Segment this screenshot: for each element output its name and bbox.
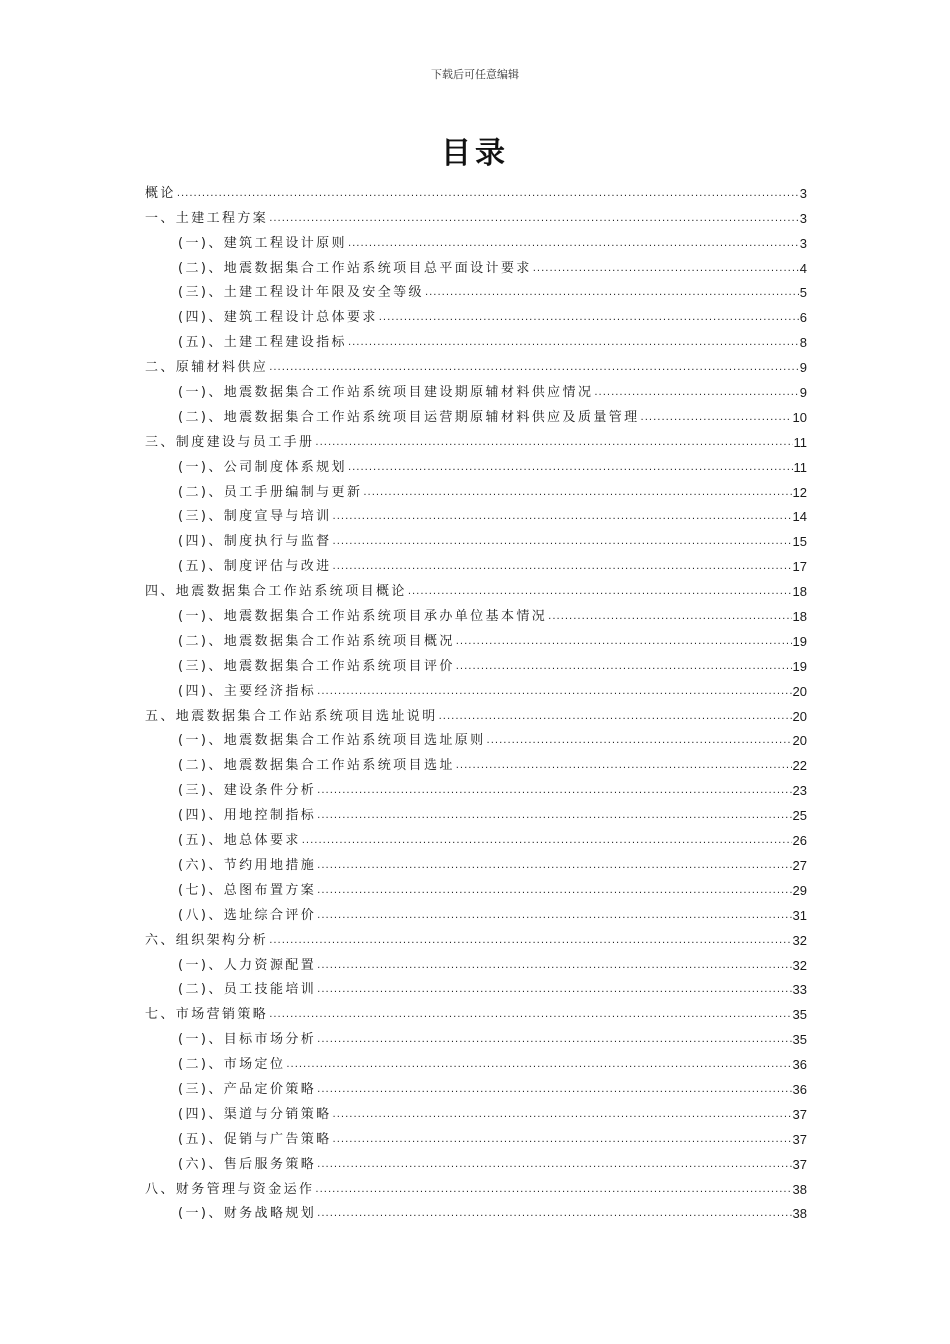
toc-entry[interactable]	[145, 873, 807, 898]
toc-entry[interactable]	[145, 176, 807, 201]
toc-entry-page: 14	[792, 509, 807, 525]
toc-leader-dots	[269, 214, 799, 224]
toc-entry-label: (二)、地震数据集合工作站系统项目运营期原辅材料供应及质量管理	[178, 409, 640, 425]
toc-entry-label: (二)、地震数据集合工作站系统项目总平面设计要求	[178, 260, 532, 276]
toc-entry-page: 38	[792, 1206, 807, 1222]
toc-entry-label: (六)、节约用地措施	[178, 857, 317, 873]
toc-leader-dots	[333, 562, 792, 572]
toc-leader-dots	[333, 512, 792, 522]
toc-entry-label: (三)、地震数据集合工作站系统项目评价	[178, 658, 455, 674]
toc-entry-label: 四、地震数据集合工作站系统项目概论	[145, 584, 407, 600]
toc-entry-label: 八、财务管理与资金运作	[145, 1181, 315, 1197]
toc-entry-page: 35	[792, 1032, 807, 1048]
toc-entry[interactable]	[145, 773, 807, 798]
toc-entry[interactable]	[145, 549, 807, 574]
toc-leader-dots	[317, 985, 791, 995]
toc-leader-dots	[456, 662, 792, 672]
toc-entry[interactable]	[145, 923, 807, 948]
toc-leader-dots	[317, 811, 791, 821]
toc-entry-page: 35	[792, 1007, 807, 1023]
toc-entry-label: (三)、产品定价策略	[178, 1081, 317, 1097]
toc-entry-page: 33	[792, 982, 807, 998]
toc-leader-dots	[317, 886, 791, 896]
toc-entry-label: (三)、建设条件分析	[178, 783, 317, 799]
toc-entry-label: (二)、地震数据集合工作站系统项目选址	[178, 758, 455, 774]
toc-entry[interactable]	[145, 848, 807, 873]
toc-entry-label: (五)、土建工程建设指标	[178, 335, 347, 351]
toc-entry-label: (七)、总图布置方案	[178, 882, 317, 898]
toc-entry-page: 25	[792, 808, 807, 824]
toc-leader-dots	[286, 1060, 791, 1070]
toc-leader-dots	[641, 413, 792, 423]
toc-entry-page: 37	[792, 1156, 807, 1172]
toc-entry-page: 11	[793, 459, 807, 475]
toc-entry[interactable]	[145, 699, 807, 724]
toc-entry-label: (二)、员工技能培训	[178, 982, 317, 998]
toc-entry-page: 11	[793, 434, 807, 450]
toc-entry-page: 5	[799, 285, 807, 301]
toc-entry[interactable]	[145, 823, 807, 848]
toc-entry-label: (一)、地震数据集合工作站系统项目建设期原辅材料供应情况	[178, 385, 594, 401]
toc-entry-label: 概论	[145, 185, 176, 201]
toc-leader-dots	[456, 637, 792, 647]
toc-leader-dots	[317, 1085, 791, 1095]
toc-entry-page: 17	[792, 559, 807, 575]
toc-entry-page: 8	[799, 335, 807, 351]
toc-entry-page: 36	[792, 1057, 807, 1073]
toc-leader-dots	[425, 288, 799, 298]
toc-entry-label: 七、市场营销策略	[145, 1007, 269, 1023]
toc-entry-page: 20	[792, 708, 807, 724]
toc-entry[interactable]	[145, 1147, 807, 1172]
toc-entry-label: (一)、人力资源配置	[178, 957, 317, 973]
toc-entry-page: 38	[792, 1181, 807, 1197]
toc-entry[interactable]	[145, 649, 807, 674]
toc-leader-dots	[333, 1110, 792, 1120]
toc-entry-page: 27	[792, 857, 807, 873]
toc-entry[interactable]	[145, 1122, 807, 1147]
toc-entry-page: 9	[799, 360, 807, 376]
toc-entry-page: 29	[792, 882, 807, 898]
toc-entry-page: 31	[792, 907, 807, 923]
toc-leader-dots	[348, 239, 799, 249]
toc-entry[interactable]	[145, 1022, 807, 1047]
toc-entry[interactable]	[145, 400, 807, 425]
toc-entry-label: (五)、促销与广告策略	[178, 1131, 332, 1147]
toc-entry-label: (一)、财务战略规划	[178, 1206, 317, 1222]
toc-entry-label: (三)、制度宣导与培训	[178, 509, 332, 525]
toc-entry-label: 五、地震数据集合工作站系统项目选址说明	[145, 708, 438, 724]
toc-entry-page: 37	[792, 1106, 807, 1122]
toc-entry-page: 20	[792, 683, 807, 699]
toc-entry-page: 3	[799, 185, 807, 201]
page-header: 下载后可任意编辑	[431, 68, 519, 81]
toc-entry-label: 六、组织架构分析	[145, 932, 269, 948]
toc-entry-page: 4	[799, 260, 807, 276]
toc-entry-label: (四)、主要经济指标	[178, 683, 317, 699]
toc-leader-dots	[317, 1160, 791, 1170]
toc-entry-page: 10	[792, 409, 807, 425]
toc-entry[interactable]	[145, 450, 807, 475]
page-title: 目录	[441, 136, 509, 171]
toc-entry[interactable]	[145, 624, 807, 649]
toc-entry-page: 26	[792, 833, 807, 849]
toc-entry-label: (四)、渠道与分销策略	[178, 1106, 332, 1122]
toc-entry[interactable]	[145, 425, 807, 450]
toc-entry-page: 19	[792, 658, 807, 674]
toc-entry-label: 三、制度建设与员工手册	[145, 434, 315, 450]
toc-entry[interactable]	[145, 475, 807, 500]
toc-leader-dots	[302, 836, 792, 846]
toc-entry-label: (八)、选址综合评价	[178, 907, 317, 923]
toc-entry[interactable]	[145, 276, 807, 301]
toc-entry-page: 6	[799, 310, 807, 326]
toc-leader-dots	[317, 1209, 791, 1219]
toc-entry-page: 15	[792, 534, 807, 550]
toc-leader-dots	[548, 612, 791, 622]
toc-entry-page: 36	[792, 1081, 807, 1097]
toc-leader-dots	[317, 687, 791, 697]
toc-leader-dots	[269, 363, 799, 373]
toc-entry-label: (二)、市场定位	[178, 1057, 286, 1073]
toc-entry-label: 一、土建工程方案	[145, 210, 269, 226]
toc-entry[interactable]	[145, 748, 807, 773]
toc-entry[interactable]	[145, 1047, 807, 1072]
toc-entry[interactable]	[145, 1197, 807, 1222]
toc-entry[interactable]	[145, 997, 807, 1022]
toc-entry-label: (四)、用地控制指标	[178, 808, 317, 824]
toc-entry[interactable]	[145, 325, 807, 350]
toc-entry[interactable]	[145, 1172, 807, 1197]
toc-leader-dots	[379, 313, 799, 323]
toc-leader-dots	[317, 861, 791, 871]
table-of-contents	[145, 176, 807, 1221]
toc-entry-label: (五)、制度评估与改进	[178, 559, 332, 575]
toc-entry-page: 12	[792, 484, 807, 500]
toc-entry[interactable]	[145, 300, 807, 325]
toc-leader-dots	[333, 537, 792, 547]
toc-entry-label: (一)、目标市场分析	[178, 1032, 317, 1048]
toc-leader-dots	[408, 587, 792, 597]
toc-leader-dots	[533, 264, 799, 274]
toc-entry-label: (一)、公司制度体系规划	[178, 459, 347, 475]
toc-leader-dots	[439, 712, 792, 722]
toc-entry[interactable]	[145, 973, 807, 998]
toc-entry[interactable]	[145, 574, 807, 599]
toc-leader-dots	[177, 189, 799, 199]
toc-entry[interactable]	[145, 798, 807, 823]
toc-leader-dots	[317, 911, 791, 921]
toc-entry[interactable]	[145, 1097, 807, 1122]
toc-leader-dots	[317, 786, 791, 796]
toc-entry-label: (六)、售后服务策略	[178, 1156, 317, 1172]
toc-entry-page: 23	[792, 783, 807, 799]
toc-entry-page: 22	[792, 758, 807, 774]
toc-entry-page: 32	[792, 957, 807, 973]
toc-entry[interactable]	[145, 599, 807, 624]
toc-leader-dots	[317, 961, 791, 971]
toc-entry-page: 18	[792, 584, 807, 600]
toc-entry-label: (一)、地震数据集合工作站系统项目选址原则	[178, 733, 486, 749]
toc-entry[interactable]	[145, 724, 807, 749]
toc-entry-page: 19	[792, 633, 807, 649]
toc-leader-dots	[317, 1035, 791, 1045]
toc-entry[interactable]	[145, 226, 807, 251]
toc-entry-label: (四)、制度执行与监督	[178, 534, 332, 550]
toc-entry[interactable]	[145, 524, 807, 549]
toc-entry[interactable]	[145, 251, 807, 276]
toc-leader-dots	[456, 761, 792, 771]
toc-leader-dots	[348, 338, 799, 348]
toc-entry-page: 32	[792, 932, 807, 948]
toc-entry-label: (一)、地震数据集合工作站系统项目承办单位基本情况	[178, 609, 548, 625]
toc-entry[interactable]	[145, 674, 807, 699]
toc-leader-dots	[333, 1135, 792, 1145]
toc-entry-label: (二)、地震数据集合工作站系统项目概况	[178, 633, 455, 649]
toc-entry[interactable]	[145, 201, 807, 226]
toc-leader-dots	[363, 488, 791, 498]
toc-leader-dots	[348, 463, 793, 473]
toc-leader-dots	[269, 936, 791, 946]
toc-entry-page: 9	[799, 385, 807, 401]
toc-entry-page: 18	[792, 609, 807, 625]
toc-leader-dots	[487, 736, 792, 746]
toc-entry[interactable]	[145, 350, 807, 375]
toc-entry-label: (二)、员工手册编制与更新	[178, 484, 363, 500]
toc-leader-dots	[315, 1185, 791, 1195]
toc-entry-page: 37	[792, 1131, 807, 1147]
toc-entry-label: 二、原辅材料供应	[145, 360, 269, 376]
toc-entry-label: (三)、土建工程设计年限及安全等级	[178, 285, 424, 301]
toc-leader-dots	[594, 388, 798, 398]
toc-entry-page: 3	[799, 235, 807, 251]
toc-entry-page: 20	[792, 733, 807, 749]
toc-leader-dots	[315, 438, 792, 448]
toc-entry-label: (四)、建筑工程设计总体要求	[178, 310, 378, 326]
toc-entry[interactable]	[145, 898, 807, 923]
toc-entry[interactable]	[145, 948, 807, 973]
toc-leader-dots	[269, 1010, 791, 1020]
toc-entry[interactable]	[145, 1072, 807, 1097]
toc-entry-label: (五)、地总体要求	[178, 833, 301, 849]
toc-entry[interactable]	[145, 375, 807, 400]
toc-entry[interactable]	[145, 500, 807, 525]
toc-entry-label: (一)、建筑工程设计原则	[178, 235, 347, 251]
toc-entry-page: 3	[799, 210, 807, 226]
